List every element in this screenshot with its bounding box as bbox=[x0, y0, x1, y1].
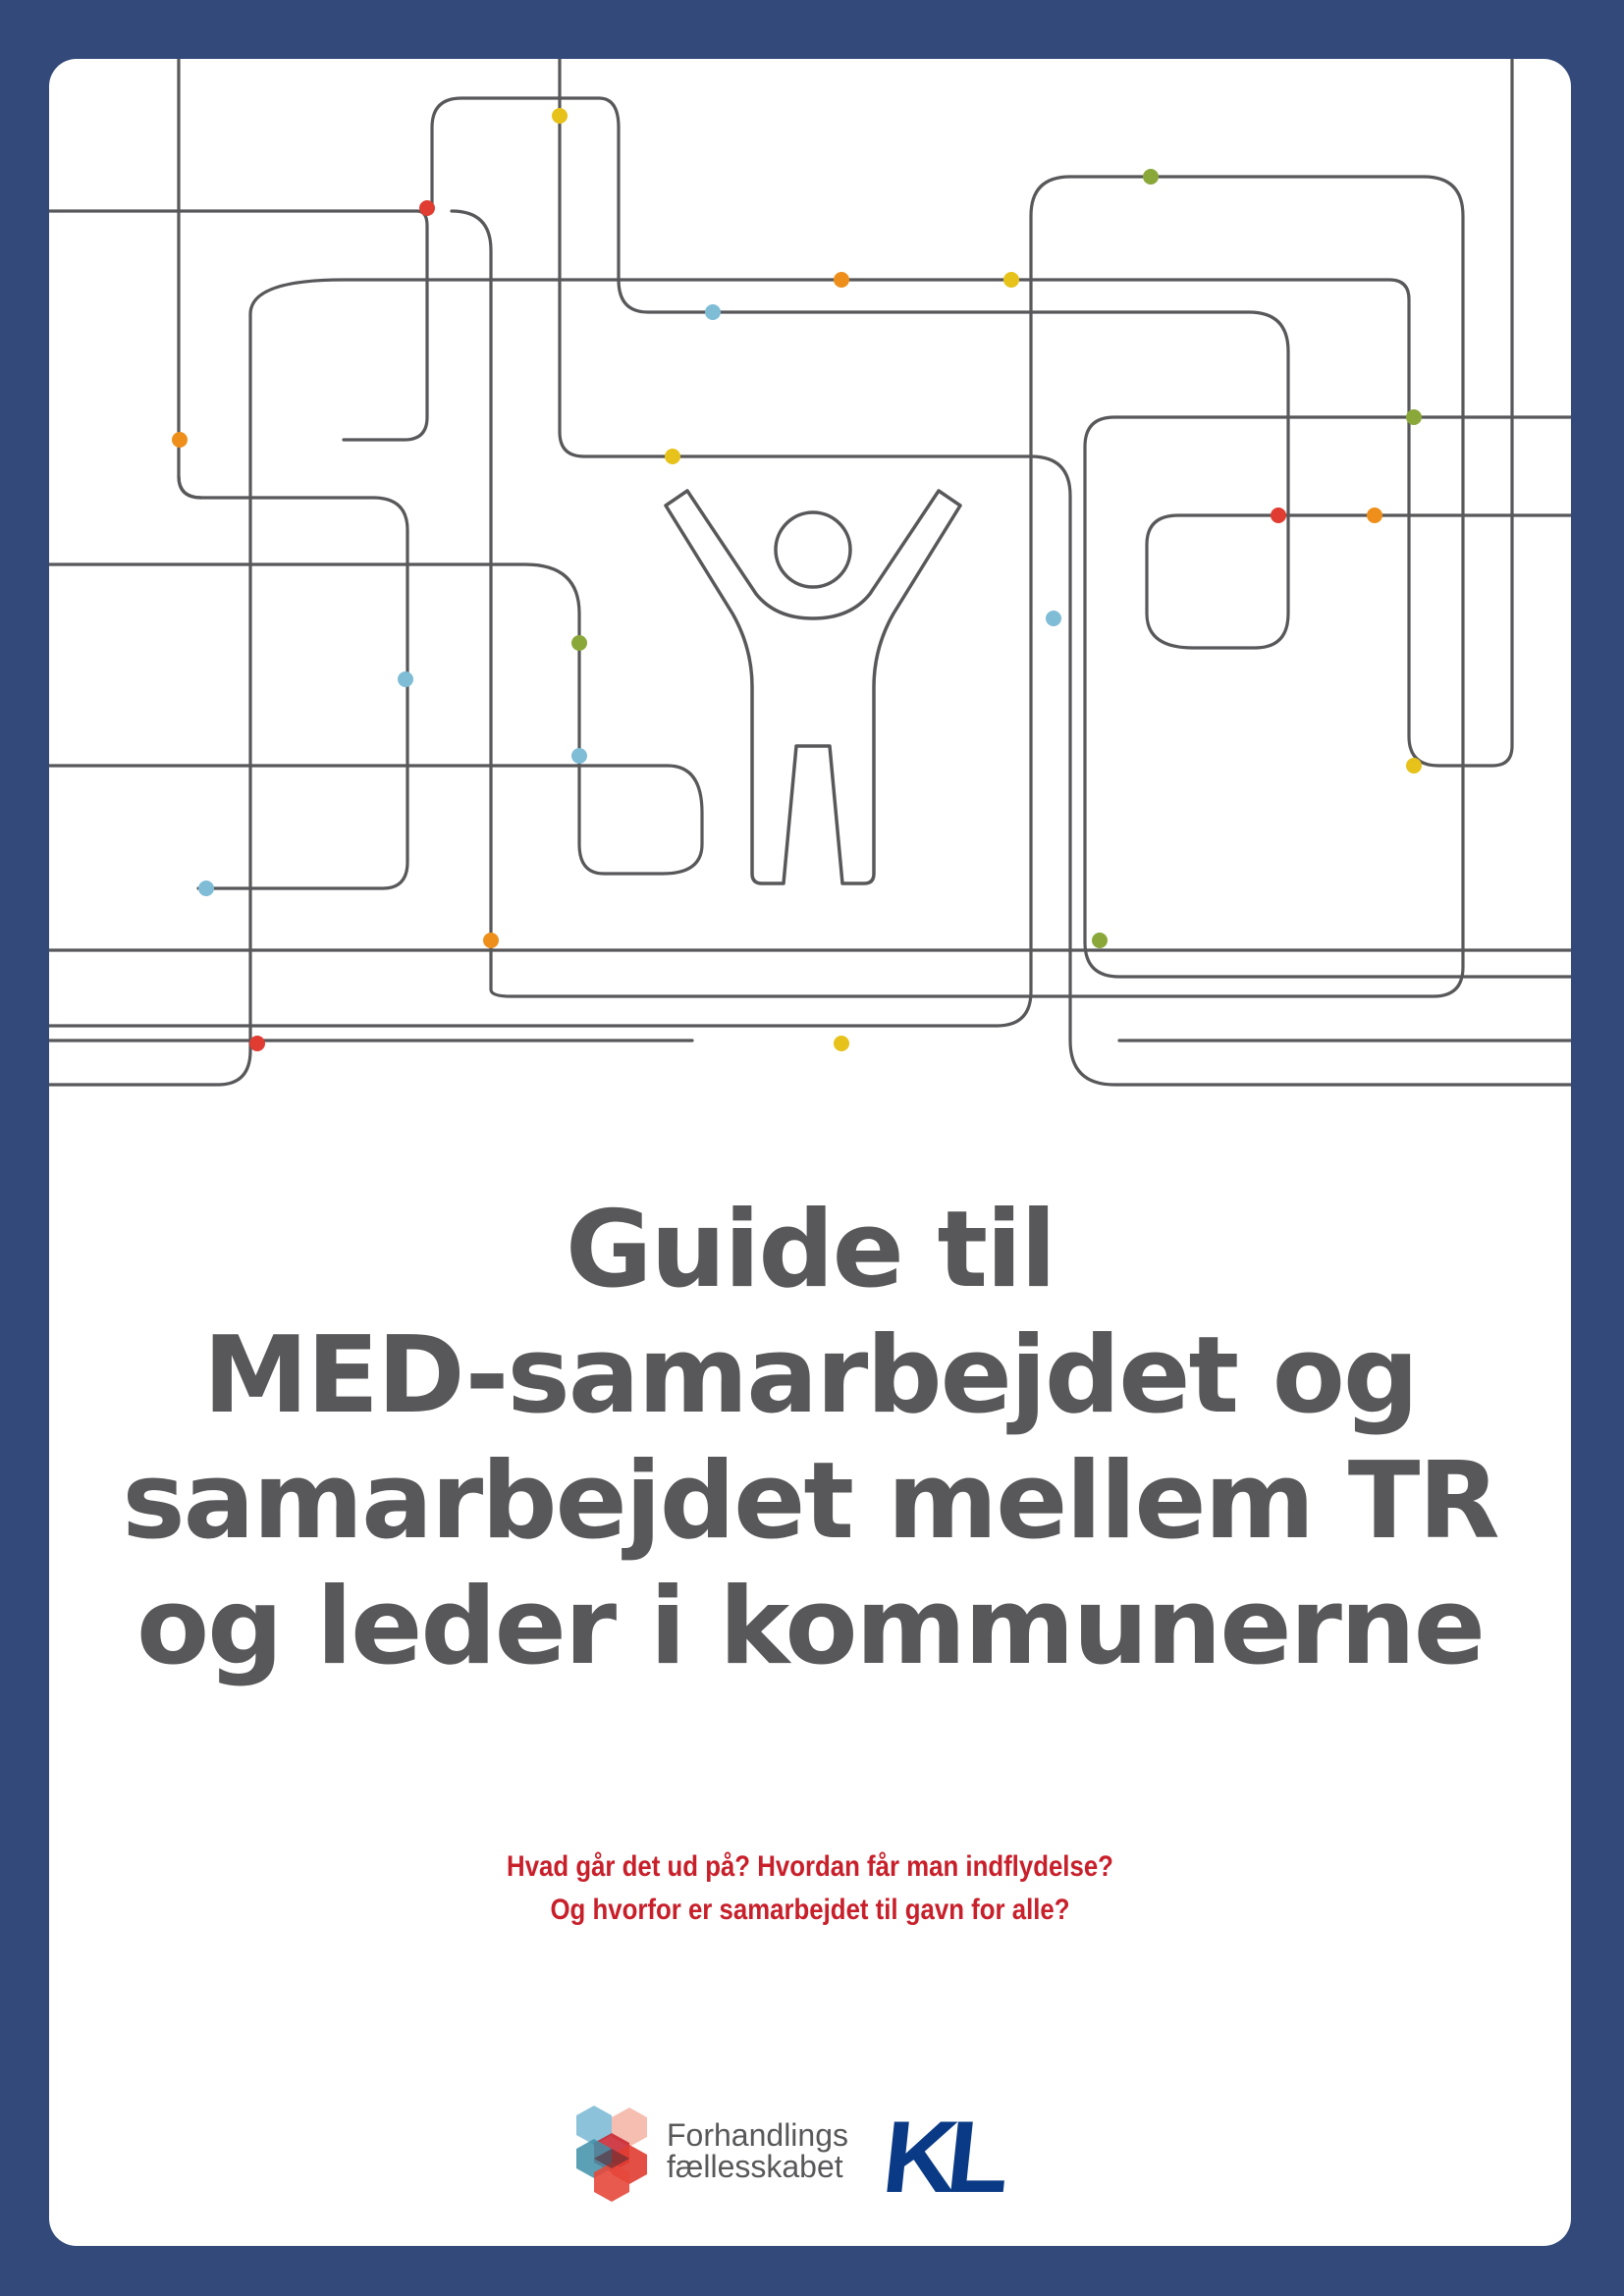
forhandlingsfaellesskabet-logo-icon bbox=[574, 2106, 653, 2202]
subtitle-line-2: Og hvorfor er samarbejdet til gavn for alle? bbox=[550, 1894, 1070, 1926]
title-line-4: og leder i kommunerne bbox=[135, 1566, 1485, 1688]
title-line-3: samarbejdet mellem TR bbox=[122, 1440, 1498, 1563]
publisher-logos bbox=[574, 2101, 1124, 2215]
network-dots bbox=[172, 108, 1422, 1051]
kl-logo: KL bbox=[877, 2101, 1006, 2215]
subtitle-line-1: Hvad går det ud på? Hvordan får man indflydelse? bbox=[507, 1850, 1113, 1883]
cover-page bbox=[49, 59, 1571, 2246]
title-line-2: MED-samarbejdet og bbox=[202, 1314, 1418, 1437]
title-line-1: Guide til bbox=[565, 1189, 1056, 1311]
fk-line-2: fællesskabet bbox=[667, 2149, 843, 2184]
network-person-illustration bbox=[49, 59, 1571, 1119]
forhandlingsfaellesskabet-wordmark bbox=[667, 2119, 848, 2182]
person-icon bbox=[666, 491, 960, 883]
fk-line-1: Forhandlings bbox=[667, 2117, 848, 2153]
cover-title bbox=[49, 1188, 1571, 1690]
cover-subtitle bbox=[156, 1845, 1465, 1932]
